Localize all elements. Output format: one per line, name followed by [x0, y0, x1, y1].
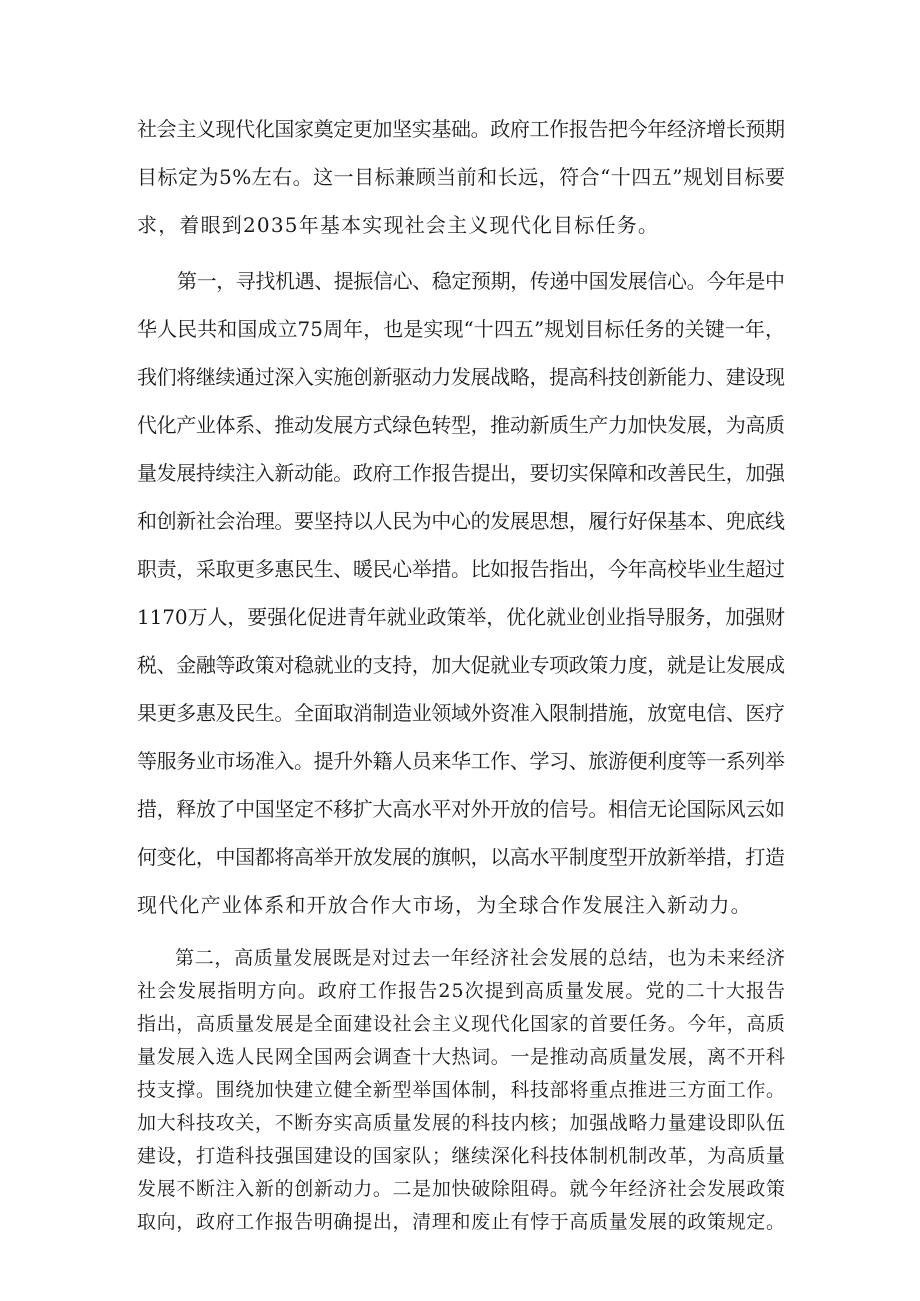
text-line: 1170万人，要强化促进青年就业政策举，优化就业创业指导服务，加强财 — [137, 605, 785, 629]
text-line: 职责，采取更多惠民生、暖民心举措。比如报告指出，今年高校毕业生超过 — [137, 557, 785, 581]
text-line: 量发展入选人民网全国两会调查十大热词。一是推动高质量发展，离不开科 — [137, 1046, 786, 1068]
text-line: 果更多惠及民生。全面取消制造业领域外资准入限制措施，放宽电信、医疗 — [137, 701, 785, 725]
text-line: 量发展持续注入新动能。政府工作报告提出，要切实保障和改善民生，加强 — [137, 461, 785, 485]
text-line: 取向，政府工作报告明确提出，清理和废止有悖于高质量发展的政策规定。 — [137, 1211, 786, 1233]
text-line: 目标定为5%左右。这一目标兼顾当前和长远，符合“十四五”规划目标要 — [137, 165, 786, 189]
text-line: 第一，寻找机遇、提振信心、稳定预期，传递中国发展信心。今年是中 — [177, 269, 785, 293]
text-line: 现代化产业体系和开放合作大市场，为全球合作发展注入新动力。 — [137, 893, 752, 917]
text-line: 和创新社会治理。要坚持以人民为中心的发展思想，履行好保基本、兜底线 — [137, 509, 785, 533]
text-line: 何变化，中国都将高举开放发展的旗帜，以高水平制度型开放新举措，打造 — [137, 845, 785, 869]
text-line: 等服务业市场准入。提升外籍人员来华工作、学习、旅游便利度等一系列举 — [137, 749, 785, 773]
text-line: 代化产业体系、推动发展方式绿色转型，推动新质生产力加快发展，为高质 — [137, 413, 785, 437]
text-line: 指出，高质量发展是全面建设社会主义现代化国家的首要任务。今年，高质 — [137, 1013, 786, 1035]
text-line: 措，释放了中国坚定不移扩大高水平对外开放的信号。相信无论国际风云如 — [137, 797, 785, 821]
text-line: 社会发展指明方向。政府工作报告25次提到高质量发展。党的二十大报告 — [137, 980, 787, 1002]
text-line: 建设，打造科技强国建设的国家队；继续深化科技体制机制改革，为高质量 — [137, 1145, 786, 1167]
text-line: 第二，高质量发展既是对过去一年经济社会发展的总结，也为未来经济 — [175, 947, 786, 969]
text-line: 我们将继续通过深入实施创新驱动力发展战略，提高科技创新能力、建设现 — [137, 365, 785, 389]
text-line: 发展不断注入新的创新动力。二是加快破除阻碍。就今年经济社会发展政策 — [137, 1178, 786, 1200]
text-line: 求，着眼到2035年基本实现社会主义现代化目标任务。 — [137, 213, 660, 237]
text-line: 社会主义现代化国家奠定更加坚实基础。政府工作报告把今年经济增长预期 — [137, 117, 785, 141]
text-line: 加大科技攻关，不断夯实高质量发展的科技内核；加强战略力量建设即队伍 — [137, 1112, 786, 1134]
text-line: 税、金融等政策对稳就业的支持，加大促就业专项政策力度，就是让发展成 — [137, 653, 785, 677]
text-line: 技支撑。围绕加快建立健全新型举国体制，科技部将重点推进三方面工作。 — [137, 1079, 786, 1101]
text-line: 华人民共和国成立75周年，也是实现“十四五”规划目标任务的关键一年， — [137, 317, 786, 341]
